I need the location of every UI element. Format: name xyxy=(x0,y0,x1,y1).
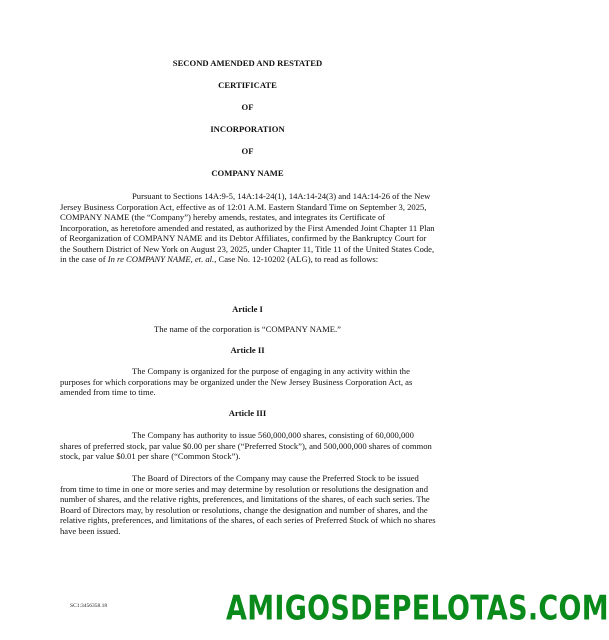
article-1-paragraph: The name of the corporation is “COMPANY NAME.” xyxy=(154,324,341,334)
article-3-paragraph-1-text: The Company has authority to issue 560,000,000 shares, consisting of 60,000,000 shares of preferred stock, par value $0.00 per share (“Preferred Stock”), and 500,000,000 shares of common stock, par value $0.01 per share (“Common Stock”). xyxy=(60,430,432,461)
preamble-text-2: , Case No. 12-10202 (ALG), to read as follows: xyxy=(214,254,379,264)
preamble-text-1: Pursuant to Sections 14A:9-5, 14A:14-24(1), 14A:14-24(3) and 14A:14-26 of the New Jersey Business Corporation Act, effective as of 12:01 A.M. Eastern Standard Time on September 3, 2025, COMPANY NAME (the “Company”) hereby amends, restates, and integrates its Certificate of Incorporation, as heretofore amended and restated, as authorized by the First Amended Joint Chapter 11 Plan of Reorganization of COMPANY NAME and its Debtor Affiliates, confirmed by the Bankruptcy Court for the Southern District of New York on August 23, 2025, under Chapter 11, Title 11 of the United States Code, in the case of xyxy=(60,191,435,264)
article-2-paragraph-text: The Company is organized for the purpose of engaging in any activity within the purposes for which corporations may be organized under the New Jersey Business Corporation Act, as amended from time to time. xyxy=(60,366,413,397)
document-title-line-5: OF xyxy=(241,146,254,156)
article-2-heading: Article II xyxy=(230,345,265,355)
article-1-heading: Article I xyxy=(232,304,263,314)
article-3-paragraph-1 xyxy=(60,430,436,462)
document-title-line-2: CERTIFICATE xyxy=(218,80,277,90)
document-title-line-4: INCORPORATION xyxy=(210,124,285,134)
article-2-paragraph xyxy=(60,366,436,398)
article-3-heading: Article III xyxy=(228,408,267,418)
document-title-line-1: SECOND AMENDED AND RESTATED xyxy=(172,58,323,68)
preamble-case-name: In re COMPANY NAME, et. al. xyxy=(107,254,215,264)
document-title-line-3: OF xyxy=(241,102,254,112)
preamble-paragraph xyxy=(60,191,436,265)
site-watermark: AMIGOSDEPELOTAS.COM xyxy=(226,589,609,628)
article-3-paragraph-2-text: The Board of Directors of the Company may cause the Preferred Stock to be issued from time to time in one or more series and may determine by resolution or resolutions the designation and number of shares, and the relative rights, preferences, and limitations of the shares, of each such series. The Board of Directors may, by resolution or resolutions, change the designation and number of shares, and the relative rights, preferences, and limitations of the shares, of each series of Preferred Stock of which no shares have been issued. xyxy=(60,473,436,536)
document-title-line-6: COMPANY NAME xyxy=(211,168,284,178)
document-footer-code: SC1:3456358.18 xyxy=(70,603,108,609)
article-3-paragraph-2 xyxy=(60,473,436,536)
